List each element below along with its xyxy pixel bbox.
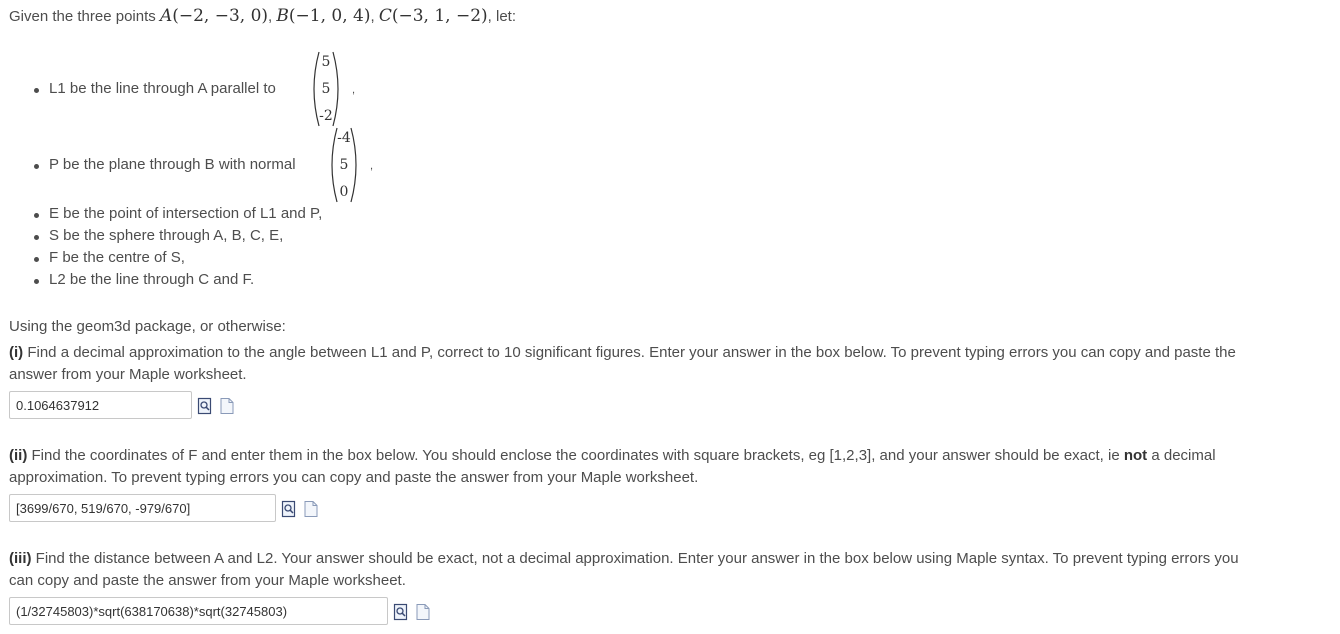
question-ii-text-b: a decimal <box>1151 447 1216 464</box>
bullet-s-text: S be the sphere through A, B, C, E, <box>49 227 284 244</box>
preview-icon[interactable] <box>393 603 409 621</box>
preview-icon[interactable] <box>197 397 213 415</box>
intro-text-before: Given the three points <box>9 8 156 25</box>
document-icon[interactable] <box>219 397 235 415</box>
point-c-coords: (−3, 1, −2) <box>391 6 488 26</box>
bullet-dot <box>34 88 39 93</box>
question-ii-line2: approximation. To prevent typing errors you can copy and paste the answer from your Maple worksheet. <box>9 469 699 486</box>
vector-component: 5 <box>321 54 331 70</box>
intro-line: Given the three points A(−2, −3, 0), B(−1, 0, 4), C(−3, 1, −2), let: <box>9 6 517 26</box>
answer-ii-input[interactable] <box>9 494 276 522</box>
bullet-dot <box>34 257 39 262</box>
question-iii-text: Find the distance between A and L2. Your answer should be exact, not a decimal approximation. Enter your answer in the box below using Maple syntax. To prevent typing errors you <box>35 550 1239 567</box>
answer-iii-input[interactable] <box>9 597 388 625</box>
bullet-e-text: E be the point of intersection of L1 and P, <box>49 205 323 222</box>
point-a-name: A <box>159 6 173 26</box>
question-ii-label: (ii) <box>9 447 28 464</box>
intro-text-after: , let: <box>487 8 517 25</box>
question-ii-line1 <box>9 447 1216 464</box>
vector-component: 0 <box>339 184 349 200</box>
question-i-line1 <box>9 344 1236 361</box>
question-iii-label: (iii) <box>9 550 32 567</box>
vector-l1-direction <box>311 50 341 128</box>
bullet-l1-text: L1 be the line through A parallel to <box>49 80 276 97</box>
answer-i-input[interactable] <box>9 391 192 419</box>
bullet-f-text: F be the centre of S, <box>49 249 185 266</box>
bullet-dot <box>34 164 39 169</box>
using-text: Using the geom3d package, or otherwise: <box>9 318 286 335</box>
vector-component: 5 <box>339 157 349 173</box>
vector-suffix: , <box>370 160 374 172</box>
vector-component: 5 <box>321 81 331 97</box>
point-b-coords: (−1, 0, 4) <box>288 6 371 26</box>
bullet-p-text: P be the plane through B with normal <box>49 156 296 173</box>
bullet-dot <box>34 213 39 218</box>
document-icon[interactable] <box>415 603 431 621</box>
question-i-label: (i) <box>9 344 24 361</box>
vector-suffix: , <box>352 84 356 96</box>
question-ii-text-a: Find the coordinates of F and enter them in the box below. You should enclose the coordinates with square brackets, eg [1,2,3], and your answer should be exact, ie <box>31 447 1120 464</box>
question-i-line2: answer from your Maple worksheet. <box>9 366 247 383</box>
preview-icon[interactable] <box>281 500 297 518</box>
point-c-name: C <box>378 6 392 26</box>
question-ii-bold-not: not <box>1123 447 1148 464</box>
vector-component: -4 <box>337 130 351 146</box>
question-i-text: Find a decimal approximation to the angle between L1 and P, correct to 10 significant figures. Enter your answer in the box below. To prevent typing errors you can copy and paste the <box>27 344 1236 361</box>
question-iii-line1 <box>9 550 1239 567</box>
bullet-l2-text: L2 be the line through C and F. <box>49 271 255 288</box>
vector-p-normal <box>329 126 359 204</box>
point-a-coords: (−2, −3, 0) <box>172 6 269 26</box>
document-icon[interactable] <box>303 500 319 518</box>
bullet-dot <box>34 279 39 284</box>
bullet-dot <box>34 235 39 240</box>
vector-component: -2 <box>319 108 333 124</box>
question-iii-line2: can copy and paste the answer from your Maple worksheet. <box>9 572 406 589</box>
point-b-name: B <box>276 6 289 26</box>
